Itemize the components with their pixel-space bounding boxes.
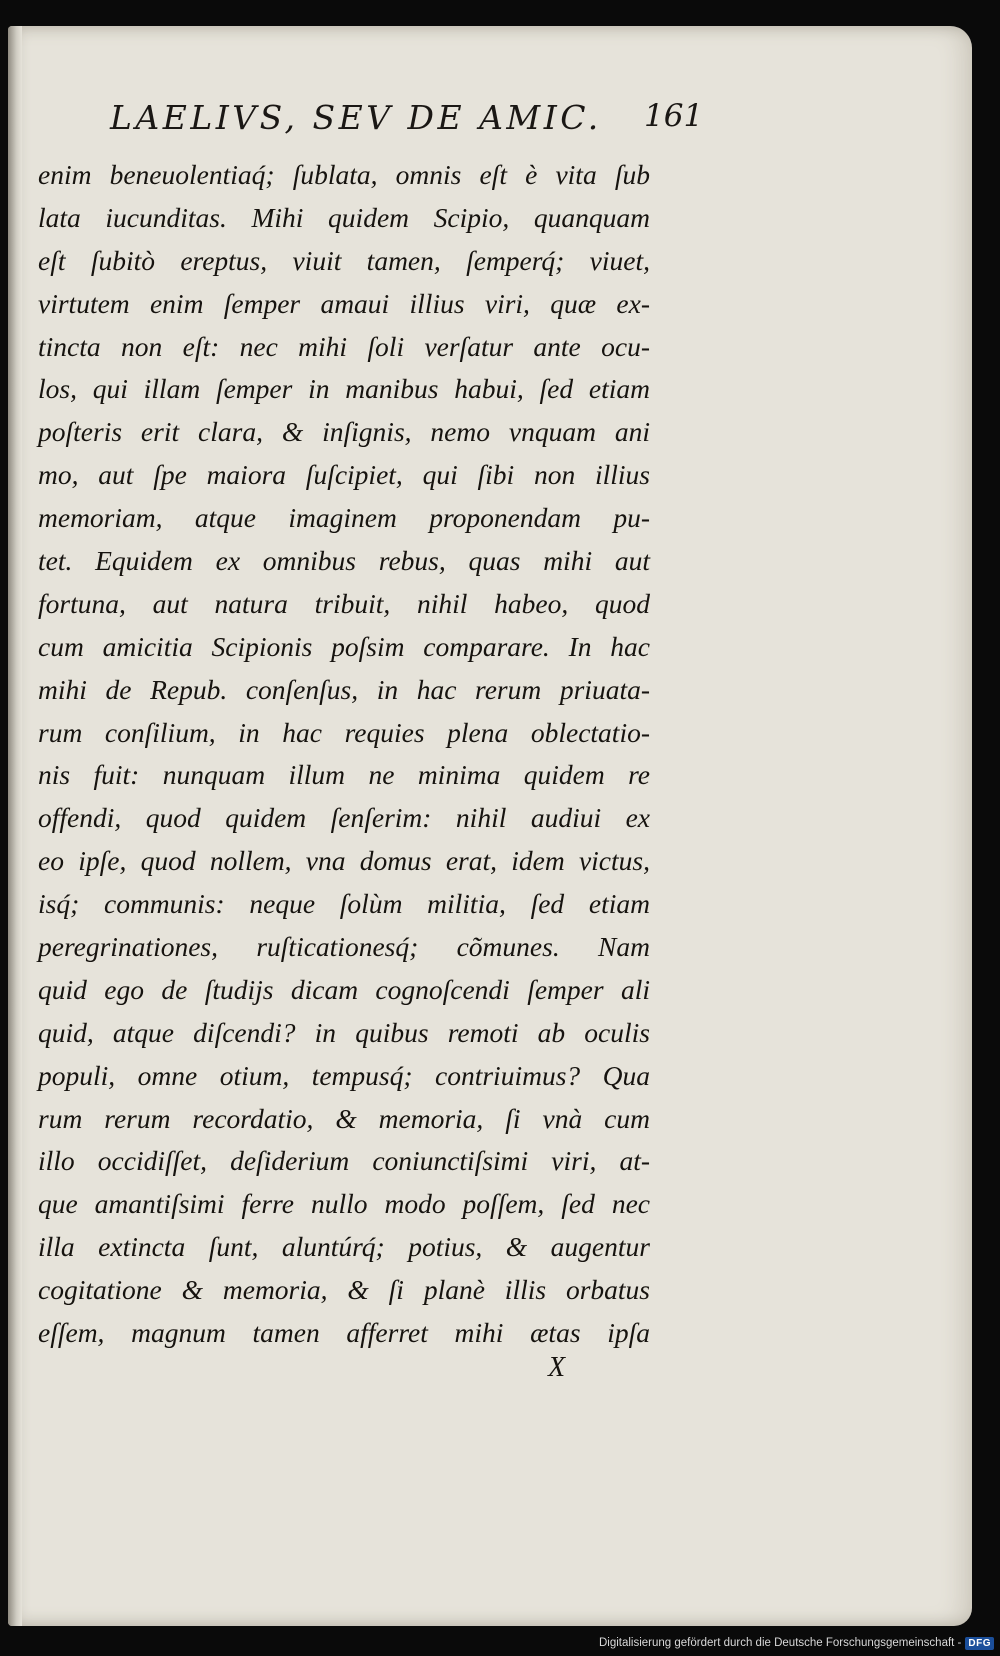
running-head [8, 98, 972, 148]
page-number: 161 [644, 98, 704, 134]
text-line: enim beneuolentiaq́; ſublata, omnis eſt è vita ſub [38, 159, 650, 190]
text-line: que amantiſsimi ferre nullo modo poſſem, ſed nec [38, 1188, 650, 1220]
text-line: eſſem, magnum tamen afferret mihi ætas ipſa [38, 1317, 650, 1349]
text-line: quid ego de ſtudijs dicam cognoſcendi ſemper ali [38, 973, 650, 1005]
digitization-credit [599, 1632, 994, 1654]
text-line: poſteris erit clara, & inſignis, nemo vnquam ani [38, 416, 650, 448]
text-line: isq́; communis: neque ſolùm militia, ſed etiam [38, 888, 650, 920]
text-line: cum amicitia Scipionis poſsim comparare. In hac [38, 630, 650, 662]
text-line: populi, omne otium, tempusq́; contriuimus? Qua [38, 1059, 650, 1091]
text-line: virtutem enim ſemper amaui illius viri, quæ ex- [38, 287, 650, 319]
text-line: rum conſilium, in hac requies plena oblectatio- [38, 716, 650, 748]
text-line: fortuna, aut natura tribuit, nihil habeo, quod [38, 587, 650, 619]
text-line: eſt ſubitò ereptus, viuit tamen, ſemperq́; viuet, [38, 244, 650, 276]
text-line: eo ipſe, quod nollem, vna domus erat, idem victus, [38, 845, 650, 877]
text-line: tincta non eſt: nec mihi ſoli verſatur ante ocu- [38, 330, 650, 362]
text-line: lata iucunditas. Mihi quidem Scipio, quanquam [38, 201, 650, 233]
text-line: illa extincta ſunt, aluntúrq́; potius, & augentur [38, 1231, 650, 1263]
text-line: mihi de Repub. conſenſus, in hac rerum priuata- [38, 673, 650, 705]
text-line: peregrinationes, ruſticationesq́; cõmunes. Nam [38, 931, 650, 963]
text-line: mo, aut ſpe maiora ſuſcipiet, qui ſibi non illius [38, 459, 650, 491]
book-page [8, 26, 972, 1626]
text-line: memoriam, atque imaginem proponendam pu- [38, 502, 650, 534]
text-line: quid, atque diſcendi? in quibus remoti ab oculis [38, 1016, 650, 1048]
signature-mark: X [548, 1352, 566, 1383]
text-line: rum rerum recordatio, & memoria, ſi vnà cum [38, 1102, 650, 1134]
text-line: nis fuit: nunquam illum ne minima quidem re [38, 759, 650, 791]
running-head-title: LAELIVS, SEV DE AMIC. [110, 98, 602, 137]
dfg-logo-icon: DFG [965, 1637, 994, 1650]
page-gutter-shadow [8, 26, 22, 1626]
credit-text: Digitalisierung gefördert durch die Deutsche Forschungsgemeinschaft - [598, 1637, 962, 1649]
text-line: cogitatione & memoria, & ſi planè illis orbatus [38, 1274, 650, 1306]
text-line: illo occidiſſet, deſiderium coniunctiſsimi viri, at- [38, 1145, 650, 1177]
body-text [38, 154, 698, 1355]
text-line: los, qui illam ſemper in manibus habui, ſed etiam [38, 373, 650, 405]
text-line: offendi, quod quidem ſenſerim: nihil audiui ex [38, 802, 650, 834]
text-line: tet. Equidem ex omnibus rebus, quas mihi aut [38, 545, 650, 577]
